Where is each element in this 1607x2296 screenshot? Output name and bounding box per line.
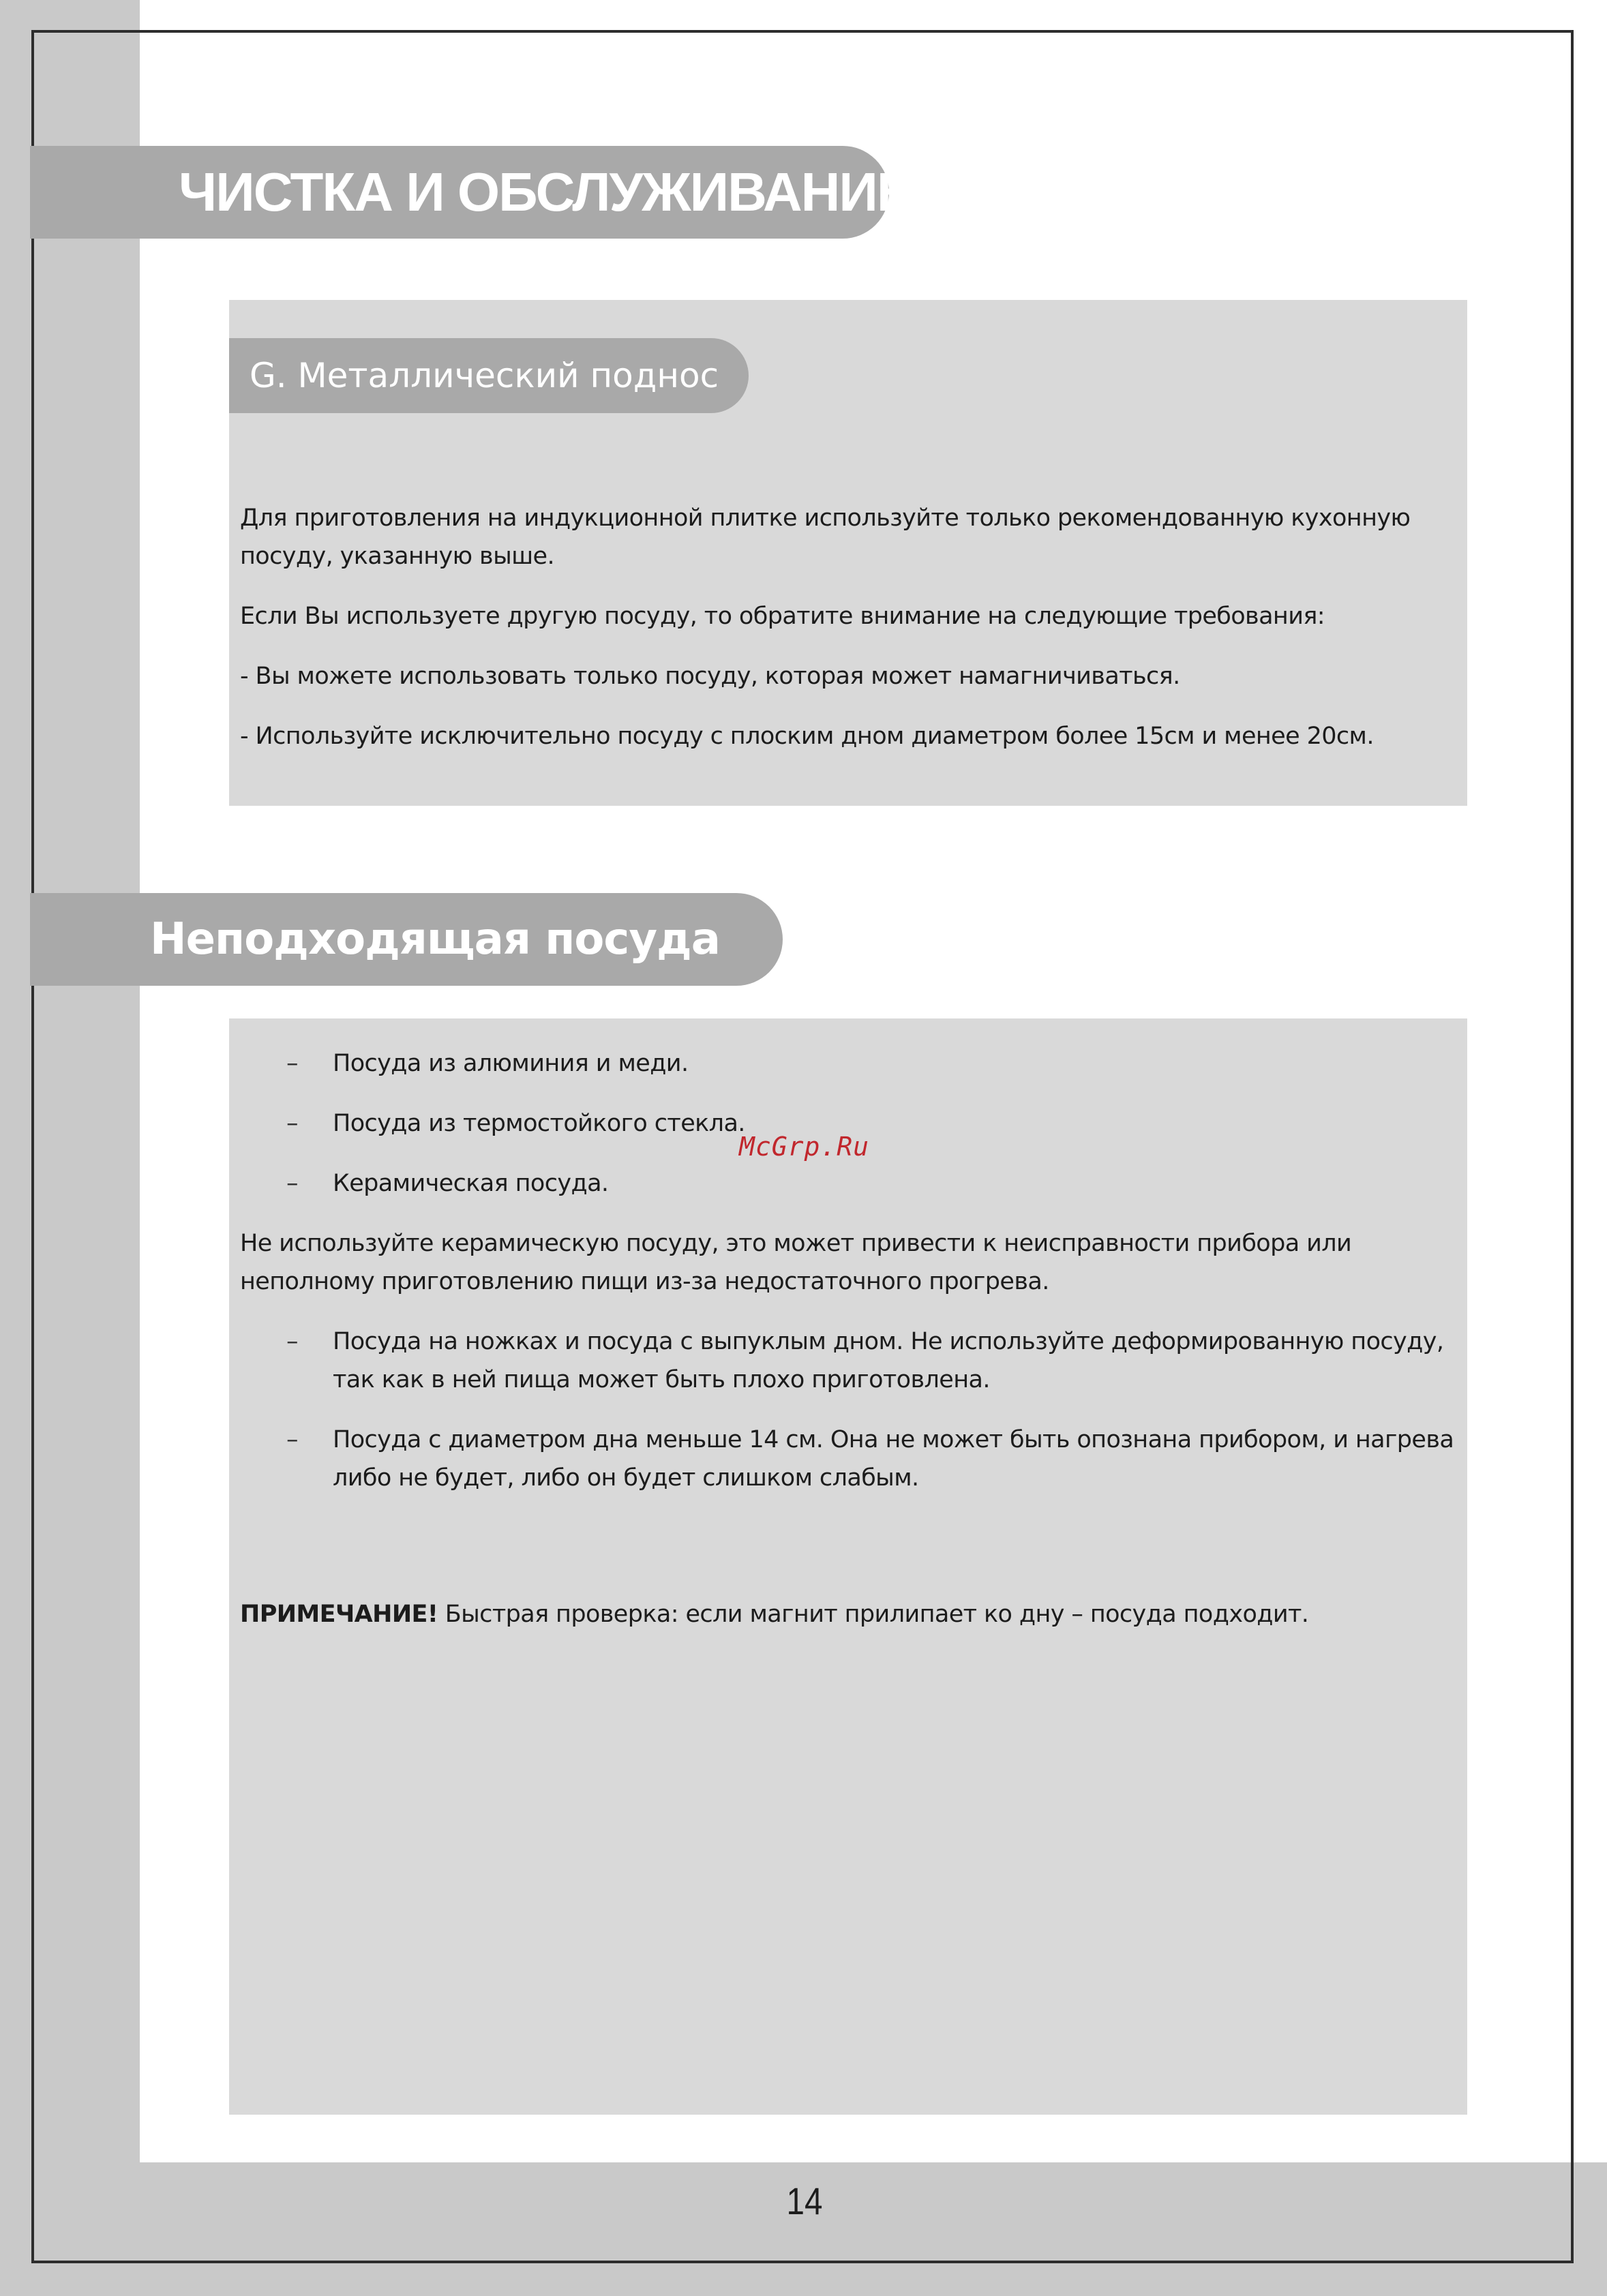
metal-tray-paragraph-1: Для приготовления на индукционной плитке используйте только рекомендованную кухонную посуду, указанную выше. [240, 504, 1411, 570]
section-title: ЧИСТКА И ОБСЛУЖИВАНИЕ [179, 162, 912, 222]
watermark: McGrp.Ru [739, 1132, 870, 1162]
list-dash: – [286, 1170, 299, 1197]
list-dash: – [286, 1110, 299, 1137]
metal-tray-requirement-1: - Вы можете использовать только посуду, которая может намагничиваться. [240, 663, 1180, 690]
metal-tray-paragraph-2: Если Вы используете другую посуду, то обратите внимание на следующие требования: [240, 603, 1325, 630]
list-dash: – [286, 1328, 299, 1355]
metal-tray-requirement-2: - Используйте исключительно посуду с плоским дном диаметром более 15см и менее 20см. [240, 723, 1374, 750]
list-item-small-diameter: Посуда с диаметром дна меньше 14 см. Она не может быть опознана прибором, и нагрева либо не будет, либо он будет слишком слабым. [333, 1426, 1454, 1492]
list-dash: – [286, 1050, 299, 1077]
note-label: ПРИМЕЧАНИЕ! [240, 1601, 438, 1628]
section-title-banner [30, 146, 912, 239]
list-dash: – [286, 1426, 299, 1453]
list-item-ceramic: Керамическая посуда. [333, 1170, 609, 1197]
metal-tray-title: G. Металлический поднос [250, 356, 719, 395]
list-item-aluminium-copper: Посуда из алюминия и меди. [333, 1050, 689, 1077]
page-number: 14 [786, 2179, 823, 2222]
list-item-legs-convex: Посуда на ножках и посуда с выпуклым дном. Не используйте деформированную посуду, так как в ней пища может быть плохо приготовлена. [333, 1328, 1444, 1393]
note [240, 1595, 1467, 1633]
unsuitable-cookware-title: Неподходящая посуда [150, 914, 720, 965]
metal-tray-title-banner [229, 338, 749, 413]
ceramic-warning: Не используйте керамическую посуду, это может привести к неисправности прибора или неполному приготовлению пищи из-за недостаточного прогрева. [240, 1230, 1352, 1295]
unsuitable-cookware-banner [30, 893, 783, 986]
note-text: Быстрая проверка: если магнит прилипает ко дну – посуда подходит. [438, 1601, 1309, 1628]
list-item-heat-resistant-glass: Посуда из термостойкого стекла. [333, 1110, 745, 1137]
